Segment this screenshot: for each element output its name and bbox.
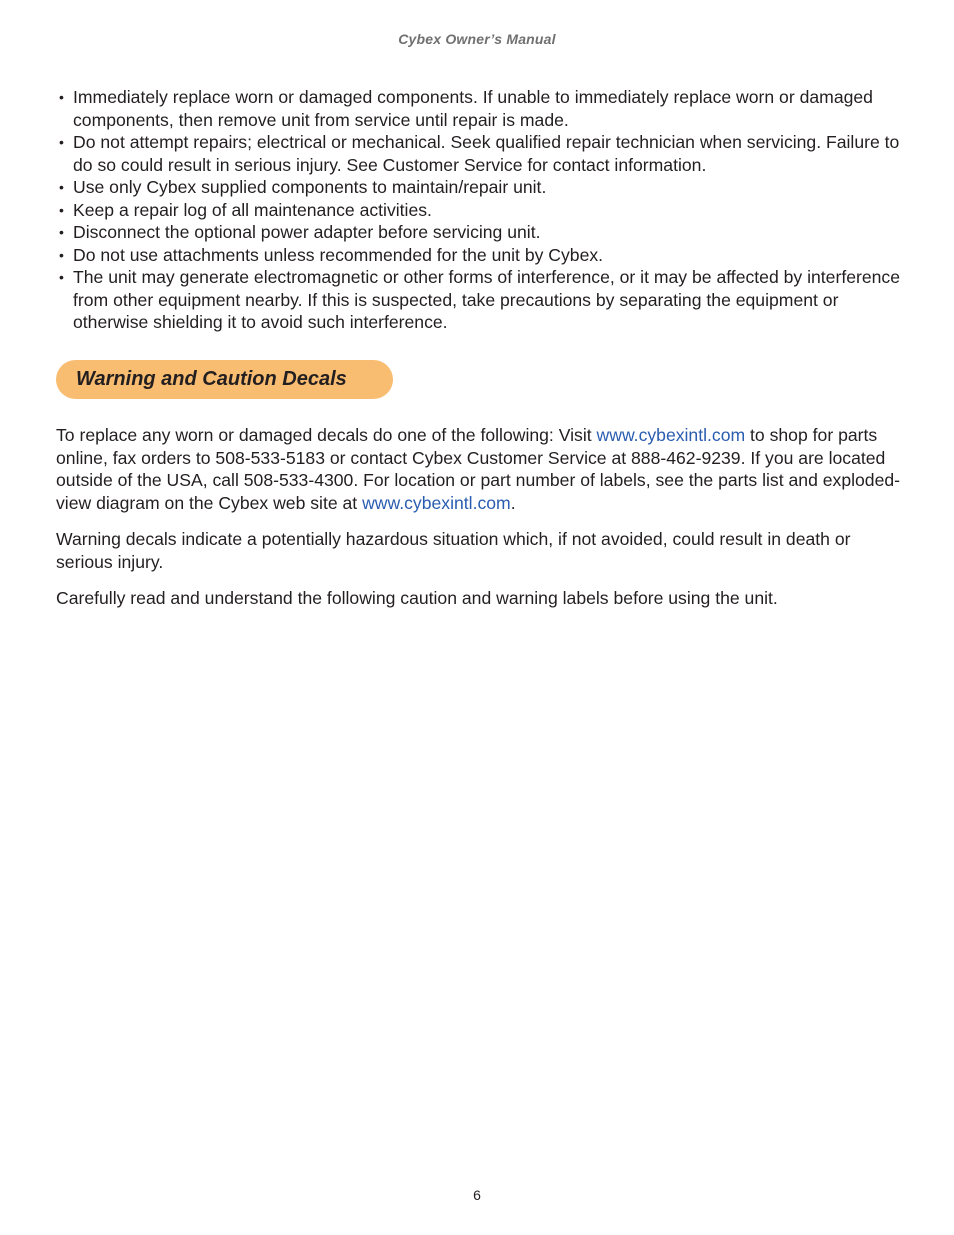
list-item-text: The unit may generate electromagnetic or other forms of interference, or it may be affected by interference from other equipment nearby. If this is suspected, take precautions by separating the equipment or otherwise shielding it to avoid such interference. xyxy=(73,267,901,332)
list-item-text: Immediately replace worn or damaged components. If unable to immediately replace worn or damaged components, then remove unit from service until repair is made. xyxy=(73,87,873,130)
section-heading: Warning and Caution Decals xyxy=(76,368,347,390)
list-item xyxy=(56,244,906,267)
list-item-text: Use only Cybex supplied components to maintain/repair unit. xyxy=(73,177,547,197)
page-number: 6 xyxy=(473,1187,481,1203)
cybex-website-link[interactable]: www.cybexintl.com xyxy=(362,492,511,513)
bullet-icon: • xyxy=(59,134,64,150)
paragraph-text: To replace any worn or damaged decals do one of the following: Visit xyxy=(56,425,597,445)
list-item-text: Do not attempt repairs; electrical or mechanical. Seek qualified repair technician when servicing. Failure to do so could result in serious injury. See Customer Service for contact information. xyxy=(73,132,900,175)
bullet-icon: • xyxy=(59,269,64,285)
list-item xyxy=(56,199,906,222)
bullet-icon: • xyxy=(59,179,64,195)
decal-replacement-paragraph xyxy=(56,424,906,514)
bullet-icon: • xyxy=(59,89,64,105)
list-item xyxy=(56,221,906,244)
list-item xyxy=(56,86,906,131)
list-item xyxy=(56,131,906,176)
list-item-text: Keep a repair log of all maintenance activities. xyxy=(73,199,432,220)
list-item xyxy=(56,176,906,199)
cybex-website-link[interactable]: www.cybexintl.com xyxy=(596,425,746,445)
safety-bullet-list xyxy=(56,86,906,334)
list-item xyxy=(56,266,906,334)
bullet-icon: • xyxy=(59,246,64,263)
running-header: Cybex Owner’s Manual xyxy=(398,31,556,47)
list-item-text: Disconnect the optional power adapter before servicing unit. xyxy=(73,222,541,242)
paragraph-text: . xyxy=(510,492,516,513)
bullet-icon: • xyxy=(59,201,64,218)
read-labels-paragraph: Carefully read and understand the following caution and warning labels before using the unit. xyxy=(56,588,778,608)
bullet-icon: • xyxy=(59,224,64,240)
section-heading-pill xyxy=(56,360,393,399)
list-item-text: Do not use attachments unless recommended for the unit by Cybex. xyxy=(73,244,604,265)
warning-decals-paragraph: Warning decals indicate a potentially hazardous situation which, if not avoided, could result in death or serious injury. xyxy=(56,529,851,572)
paragraph-text: to shop for parts online, fax orders to 508-533-5183 or contact Cybex Customer Service at 888-462-9239. If you are located outside of the USA, call 508-533-4300. For location or part number of labels, see the parts list and exploded-view diagram on the Cybex web site at xyxy=(56,425,901,513)
